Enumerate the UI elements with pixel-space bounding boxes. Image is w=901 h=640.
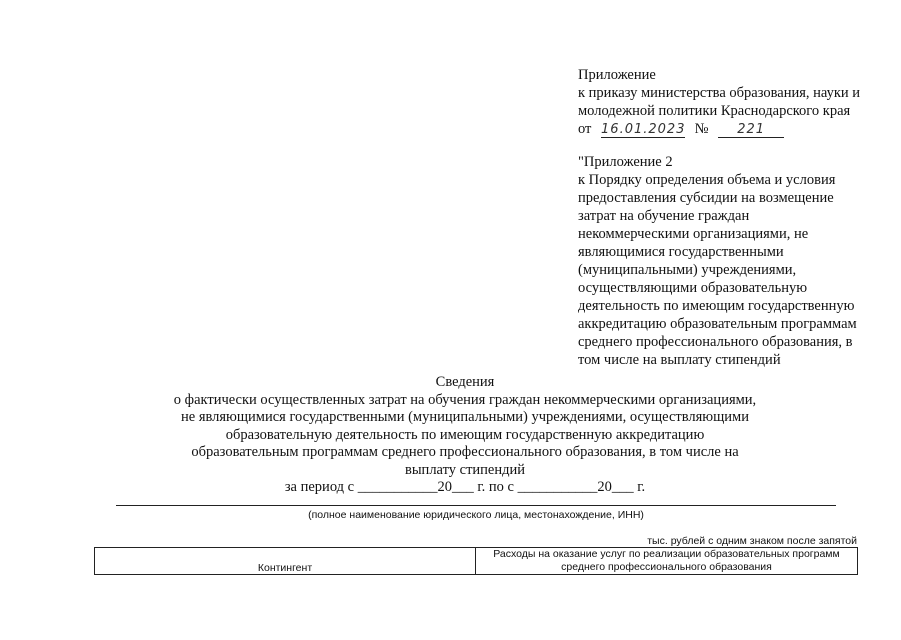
title-line: образовательным программам среднего профессионального образования, в том числе на: [191, 444, 739, 460]
organization-name-line: [116, 505, 836, 506]
expenses-table: [94, 547, 858, 575]
column-header-expenses-line: среднего профессионального образования: [561, 560, 772, 573]
approval-line-ministry: к приказу министерства образования, науки и: [578, 85, 861, 101]
organization-name-caption: (полное наименование юридического лица, местонахождение, ИНН): [308, 509, 644, 521]
annex-line: среднего профессионального образования, в: [578, 334, 853, 350]
order-date-handwritten: 16.01.2023: [601, 122, 686, 137]
title-line: о фактически осуществленных затрат на обучения граждан некоммерческими организациями,: [173, 391, 757, 408]
column-header-contingent: Контингент: [95, 548, 476, 575]
date-prefix: от: [578, 121, 592, 137]
annex-line: предоставления субсидии на возмещение: [578, 190, 834, 206]
annex-line: к Порядку определения объема и условия: [578, 172, 836, 188]
approval-date-line: [578, 120, 878, 138]
annex-line: являющимися государственными: [578, 244, 784, 260]
annex-reference: [578, 153, 878, 369]
column-header-expenses-line: Расходы на оказание услуг по реализации образовательных программ: [493, 548, 840, 560]
annex-line: некоммерческими организациями, не: [578, 226, 809, 242]
number-sign: №: [694, 121, 709, 137]
units-note: тыс. рублей с одним знаком после запятой: [647, 535, 857, 547]
title-line: не являющимися государственными (муниципальными) учреждениями, осуществляющими: [181, 409, 749, 425]
table-header-row: [95, 548, 858, 575]
approval-reference: [578, 66, 878, 138]
annex-line: затрат на обучение граждан: [578, 208, 750, 224]
annex-line: осуществляющими образовательную: [578, 280, 808, 296]
approval-title: Приложение: [578, 67, 656, 83]
annex-line: аккредитацию образовательным программам: [578, 316, 857, 332]
reporting-period-line: за период с ___________20___ г. по с ___________20___ г.: [284, 479, 646, 495]
title-line: образовательную деятельность по имеющим государственную аккредитацию: [225, 426, 705, 443]
approval-line-region: молодежной политики Краснодарского края: [578, 103, 851, 119]
document-title-block: [100, 374, 830, 497]
title-line: выплату стипендий: [404, 461, 526, 478]
order-number-handwritten: 221: [718, 122, 784, 138]
column-header-expenses: [476, 548, 858, 575]
document-heading: Сведения: [435, 374, 495, 390]
annex-line: "Приложение 2: [578, 154, 673, 170]
annex-line: том числе на выплату стипендий: [578, 352, 781, 368]
annex-line: (муниципальными) учреждениями,: [578, 262, 797, 278]
annex-line: деятельность по имеющим государственную: [578, 298, 855, 314]
